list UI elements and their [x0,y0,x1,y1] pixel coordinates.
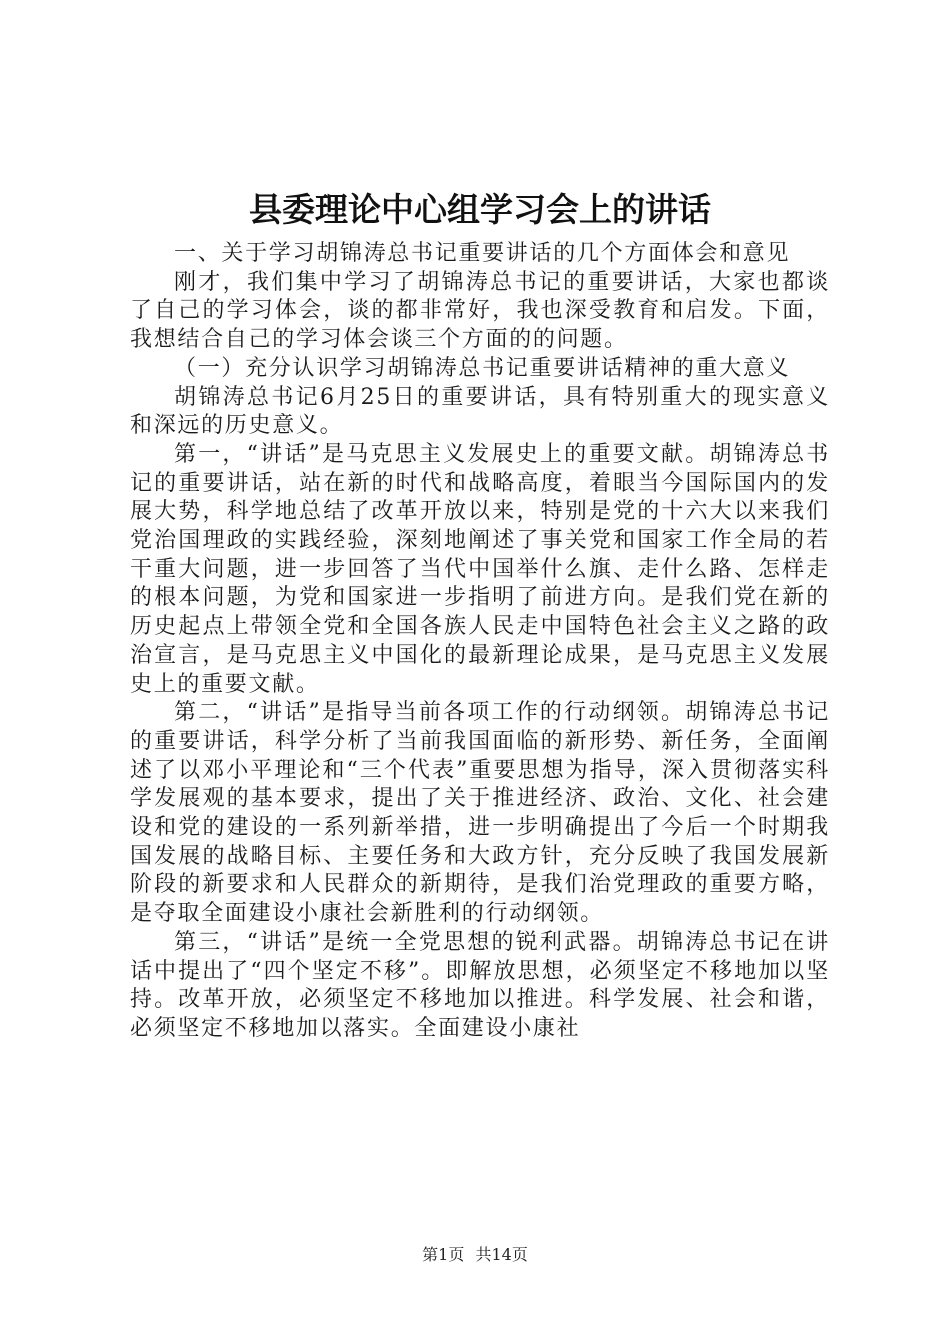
page-number: 第1页 [422,1245,465,1264]
document-title: 县委理论中心组学习会上的讲话 [249,190,711,229]
body-paragraph: 第三，“讲话”是统一全党思想的锐利武器。胡锦涛总书记在讲话中提出了“四个坚定不移”。即解放思想，必须坚定不移地加以坚持。改革开放，必须坚定不移地加以推进。科学发展、社会和谐，必须坚定不移地加以落实。全面建设小康社 [130,929,830,1041]
page-footer [0,1244,950,1266]
page-total: 共14页 [475,1245,528,1264]
body-paragraph: 胡锦涛总书记6月25日的重要讲话，具有特别重大的现实意义和深远的历史意义。 [130,384,830,439]
subsection-heading: （一）充分认识学习胡锦涛总书记重要讲话精神的重大意义 [174,355,791,381]
body-paragraph: 第二，“讲话”是指导当前各项工作的行动纲领。胡锦涛总书记的重要讲话，科学分析了当前我国面临的新形势、新任务，全面阐述了以邓小平理论和“三个代表”重要思想为指导，深入贯彻落实科学发展观的基本要求，提出了关于推进经济、政治、文化、社会建设和党的建设的一系列新举措，进一步明确提出了今后一个时期我国发展的战略目标、主要任务和大政方针，充分反映了我国发展新阶段的新要求和人民群众的新期待，是我们治党理政的重要方略，是夺取全面建设小康社会新胜利的行动纲领。 [130,700,830,927]
document-body [130,240,830,1044]
body-paragraph: 刚才，我们集中学习了胡锦涛总书记的重要讲话，大家也都谈了自己的学习体会，谈的都非常好，我也深受教育和启发。下面，我想结合自己的学习体会谈三个方面的的问题。 [130,269,830,353]
body-paragraph: 第一，“讲话”是马克思主义发展史上的重要文献。胡锦涛总书记的重要讲话，站在新的时代和战略高度，着眼当今国际国内的发展大势，科学地总结了改革开放以来，特别是党的十六大以来我们党治国理政的实践经验，深刻地阐述了事关党和国家工作全局的若干重大问题，进一步回答了当代中国举什么旗、走什么路、怎样走的根本问题，为党和国家进一步指明了前进方向。是我们党在新的历史起点上带领全党和全国各族人民走中国特色社会主义之路的政治宣言，是马克思主义中国化的最新理论成果，是马克思主义发展史上的重要文献。 [130,441,830,697]
section-heading: 一、关于学习胡锦涛总书记重要讲话的几个方面体会和意见 [174,241,791,266]
